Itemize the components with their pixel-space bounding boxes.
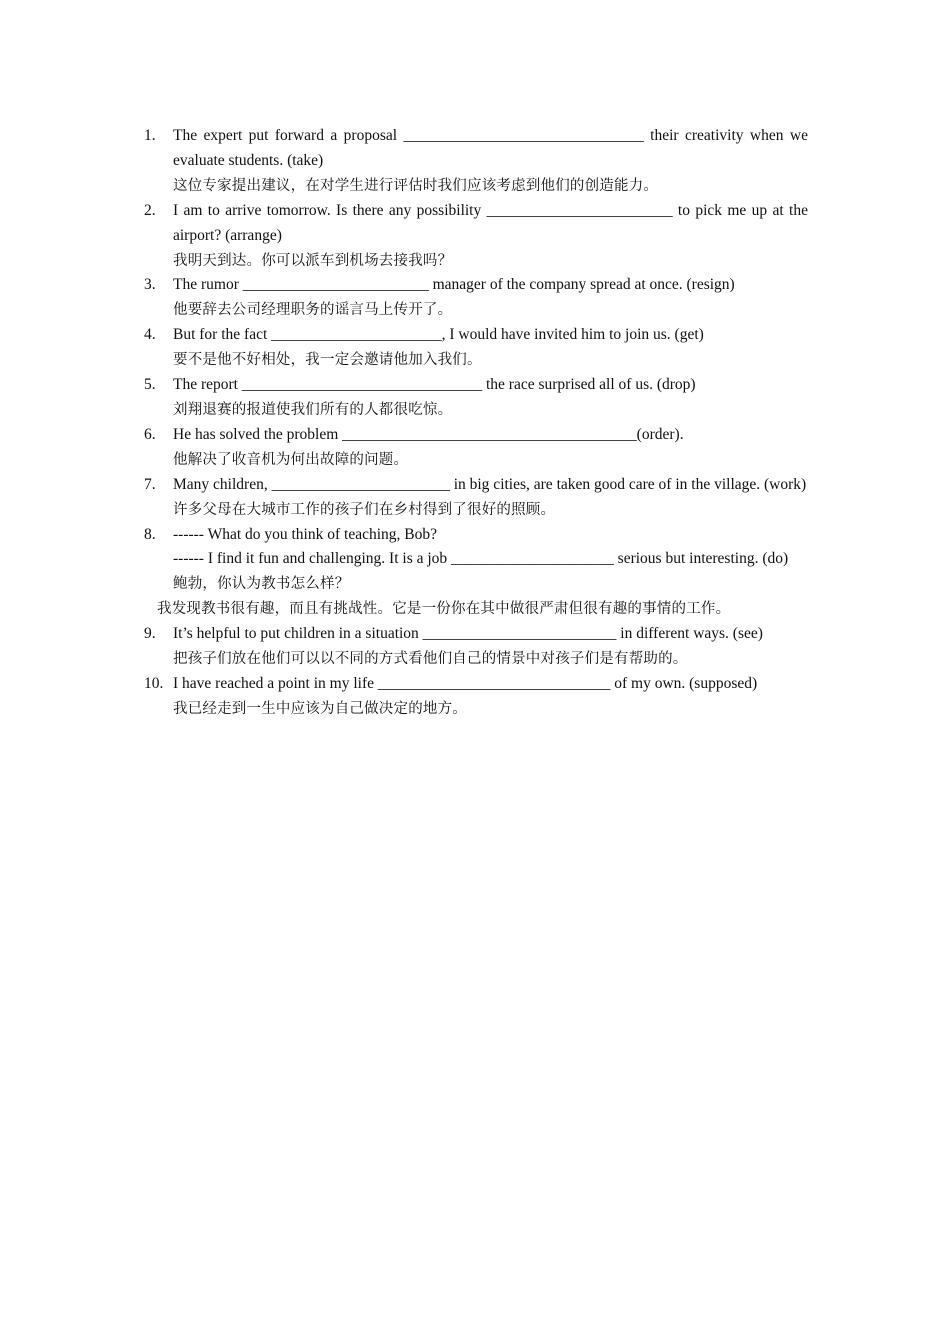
exercise-sentence: The expert put forward a proposal _______________________________ their creativity when we evaluate students. (take) — [173, 127, 808, 169]
exercise-translation: 许多父母在大城市工作的孩子们在乡村得到了很好的照顾。 — [173, 501, 556, 518]
exercise-item-8 — [144, 523, 808, 623]
exercise-sentence: The rumor ________________________ manager of the company spread at once. (resign) — [173, 276, 735, 294]
exercise-item-1 — [144, 124, 808, 199]
exercise-number: 7. — [144, 475, 156, 493]
exercise-sentence: I have reached a point in my life ______________________________ of my own. (supposed) — [173, 674, 758, 692]
exercise-translation-extra: 我发现教书很有趣，而且有挑战性。它是一份你在其中做很严肃但很有趣的事情的工作。 — [157, 601, 731, 618]
exercise-number: 1. — [144, 127, 156, 144]
exercise-translation: 刘翔退赛的报道使我们所有的人都很吃惊。 — [173, 401, 453, 418]
exercise-number: 3. — [144, 276, 156, 294]
exercise-item-7 — [144, 473, 808, 523]
exercise-item-4 — [144, 323, 808, 373]
exercise-number: 4. — [144, 326, 156, 344]
exercise-item-2 — [144, 199, 808, 274]
exercise-sentence: I am to arrive tomorrow. Is there any possibility ________________________ to pick me up at the airport? (arrange) — [173, 201, 808, 244]
exercise-sentence: The report _______________________________ the race surprised all of us. (drop) — [173, 376, 696, 394]
exercise-item-6 — [144, 423, 808, 473]
exercise-translation: 鲍勃，你认为教书怎么样？ — [173, 576, 350, 593]
exercise-sentence: Many children, _______________________ in big cities, are taken good care of in the village. (work) — [173, 475, 807, 493]
exercise-translation: 这位专家提出建议，在对学生进行评估时我们应该考虑到他们的创造能力。 — [173, 177, 659, 194]
exercise-sentence: But for the fact ______________________, I would have invited him to join us. (get) — [173, 326, 704, 344]
exercise-list — [144, 124, 808, 722]
exercise-number: 9. — [144, 625, 156, 643]
exercise-translation: 把孩子们放在他们可以以不同的方式看他们自己的情景中对孩子们是有帮助的。 — [173, 651, 688, 668]
dialogue-question: ------ What do you think of teaching, Bob? — [173, 525, 437, 543]
exercise-sentence: He has solved the problem ______________________________________(order). — [173, 425, 684, 443]
exercise-number: 5. — [144, 376, 156, 394]
exercise-sentence: It’s helpful to put children in a situation _________________________ in different ways. (see) — [173, 625, 763, 643]
exercise-translation: 他要辞去公司经理职务的谣言马上传开了。 — [173, 302, 453, 319]
exercise-translation: 他解决了收音机为何出故障的问题。 — [173, 451, 409, 468]
dialogue-answer: ------ I find it fun and challenging. It is a job _____________________ serious but interesting. (do) — [173, 550, 789, 568]
exercise-translation: 我明天到达。你可以派车到机场去接我吗？ — [173, 252, 453, 269]
exercise-item-3 — [144, 273, 808, 323]
exercise-item-9 — [144, 622, 808, 672]
exercise-item-5 — [144, 373, 808, 423]
exercise-translation: 要不是他不好相处，我一定会邀请他加入我们。 — [173, 352, 482, 369]
exercise-translation: 我已经走到一生中应该为自己做决定的地方。 — [173, 700, 467, 717]
exercise-item-10 — [144, 672, 808, 722]
exercise-number: 8. — [144, 525, 156, 543]
exercise-number: 6. — [144, 425, 156, 443]
exercise-number: 10. — [144, 674, 164, 692]
exercise-number: 2. — [144, 201, 156, 219]
